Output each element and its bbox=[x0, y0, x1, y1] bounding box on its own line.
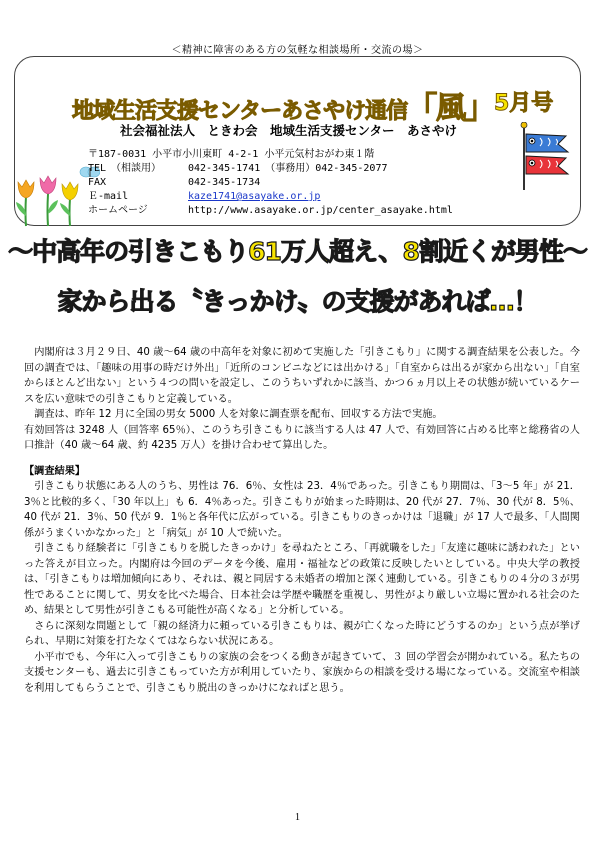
contact-block bbox=[88, 148, 488, 218]
section-heading: 【調査結果】 bbox=[24, 465, 86, 477]
headline-line-1: ～中高年の引きこもり61万人超え、8割近くが男性～ bbox=[8, 237, 587, 266]
address: 〒187-0031 小平市小川東町 4-2-1 小平元気村おがわ東１階 bbox=[88, 149, 375, 160]
email-link[interactable]: kaze1741@asayake.or.jp bbox=[188, 191, 321, 202]
title-prefix: 地域生活支援センターあさやけ通信 bbox=[72, 99, 408, 124]
title-close-quote: 」 bbox=[465, 91, 495, 126]
article-body bbox=[24, 345, 580, 696]
homepage-link[interactable]: http://www.asayake.or.jp/center_asayake.html bbox=[188, 205, 453, 216]
homepage-label: ホームページ bbox=[88, 205, 148, 216]
paragraph: 調査は、昨年 12 月に全国の男女 5000 人を対象に調査票を配布、回収する方法で実施。 bbox=[34, 409, 443, 420]
paragraph: 小平市でも、今年に入って引きこもりの家族の会をつくる動きが起きていて、３ 回の学習会が開かれている。私たちの支援センターも、過去に引きこもっていた方が利用していたり、家族からの相談を受ける場になっている。交流室や相談を利用してもらうことで、引きこもり脱出のきっかけになればと思う。 bbox=[24, 651, 580, 694]
paragraph: 有効回答は 3248 人（回答率 65％）、このうち引きこもりに該当する人は 47 人で、有効回答に占める比率と総務省の人口推計（40 歳～64 歳、約 4235 万人）を掛け合わせて算出した。 bbox=[24, 424, 580, 451]
tel-label: TEL （相談用） bbox=[88, 163, 162, 174]
paragraph: 引きこもり状態にある人のうち、男性は 76．6％、女性は 23．4％であった。引きこもり期間は、「3～5 年」が 21．3％と比較的多く、「30 年以上」も 6．4％あった。引きこもりが始まった時期は、20 代が 27．7％、30 代が 8．5％、40 代が 21．3％、50 代が 9．1％と各年代に広がっている。引きこもりのきっかけは「退職」が 17 人で最多、「人間関係がうまくいかなかった」と「病気」が 10 人で続いた。 bbox=[24, 481, 580, 539]
title-open-quote: 「 bbox=[407, 91, 437, 126]
header-tagline: ＜精神に障害のある方の気軽な相談場所・交流の場＞ bbox=[171, 45, 424, 56]
title-word: 風 bbox=[436, 91, 466, 126]
tel-value: 042-345-1741 （事務用）042-345-2077 bbox=[188, 163, 388, 174]
koinobori-carp-streamer-icon bbox=[516, 122, 576, 192]
paragraph: 内閣府は３月２９日、40 歳～64 歳の中高年を対象に初めて実施した「引きこもり」に関する調査結果を公表した。今回の調査では、「趣味の用事の時だけ外出」「近所のコンビニなどには出かける」「自室からは出るが家から出ない」「自室からほとんど出ない」という４つの問いを設定し、このうちいずれかに該当、かつ６ヵ月以上その状態が続いているケースを広い意味での引きこもりと定義している。 bbox=[24, 347, 580, 405]
paragraph: さらに深刻な問題として「親の経済力に頼っている引きこもりは、親が亡くなった時にどうするのか」という点が挙げられ、早期に対策を打たなくてはならない状況にある。 bbox=[24, 620, 580, 647]
paragraph: 引きこもり経験者に「引きこもりを脱したきっかけ」を尋ねたところ、「再就職をした」「友達に趣味に誘われた」といった答えが目立った。内閣府は今回のデータを今後、雇用・福祉などの政策に反映したいとしている。中央大学の教授は、「引きこもりは増加傾向にあり、それは、親と同居する未婚者の増加と深く連動している。引きこもりの４分の３が男性であることに関して、男女を比べた場合、日本社会は学歴や職歴を重視し、男性がより厳しい立場に置かれる社会のため、結果として男性が引きこもる可能性が高くなる」と分析している。 bbox=[24, 543, 580, 616]
fax-row bbox=[88, 176, 488, 190]
email-label: Ｅ-mail bbox=[88, 191, 129, 202]
page-number: 1 bbox=[295, 812, 300, 823]
email-row bbox=[88, 190, 488, 204]
fax-label: FAX bbox=[88, 177, 107, 188]
tel-row bbox=[88, 162, 488, 176]
fax-value: 042-345-1734 bbox=[188, 177, 261, 188]
organization-name: 社会福祉法人 ときわ会 地域生活支援センター あさやけ bbox=[120, 123, 458, 138]
issue-label: 5月号 bbox=[494, 91, 554, 116]
homepage-row bbox=[88, 204, 488, 218]
headline-line-2: 家から出る〝きっかけ〟の支援があれば…！ bbox=[57, 287, 538, 316]
